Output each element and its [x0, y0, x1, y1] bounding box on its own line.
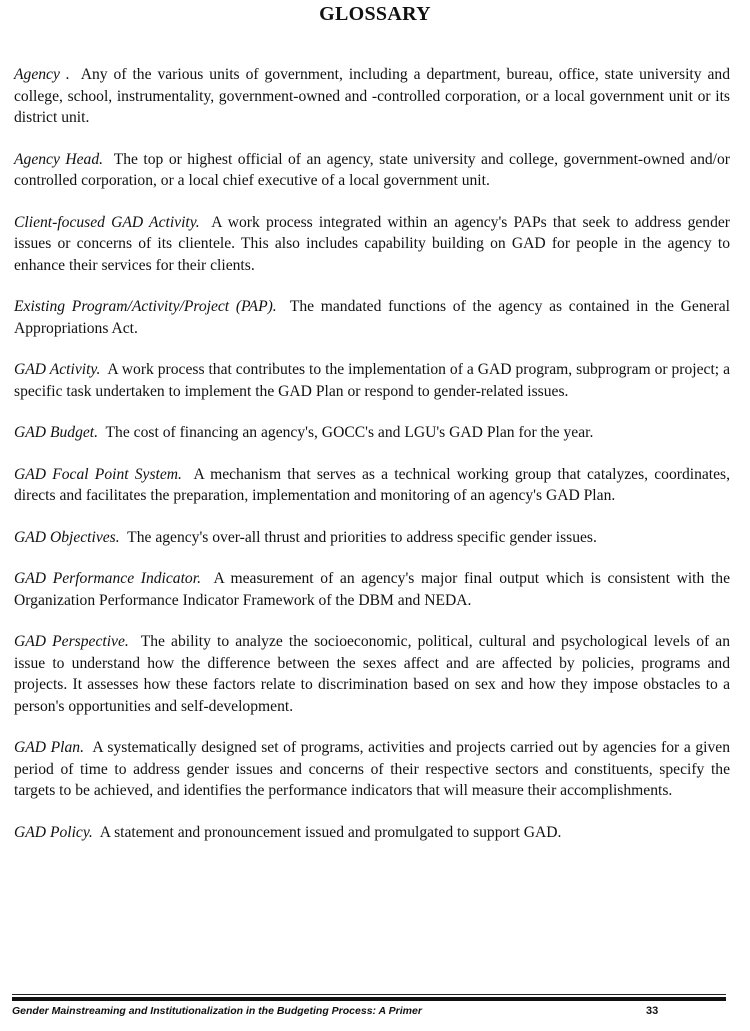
glossary-term: Agency Head. — [14, 150, 104, 168]
glossary-entry — [14, 527, 730, 549]
footer-title: Gender Mainstreaming and Institutionalization in the Budgeting Process: A Primer — [12, 1005, 422, 1017]
glossary-term: Agency . — [14, 66, 70, 83]
glossary-definition: The ability to analyze the socioeconomic, political, cultural and psychological levels of an issue to understand how the difference between the sexes affect and are affected by policies, programs and projects. It assesses how these factors relate to discrimination based on sex and how they impose obstacles to a person's opportunities and self-development. — [14, 633, 731, 715]
glossary-definition: A systematically designed set of programs, activities and projects carried out by agencies for a given period of time to address gender issues and concerns of their respective sectors and constituents, specify the targets to be achieved, and identifies the performance indicators that will measure their accomplishments. — [14, 739, 731, 799]
glossary-definition: A measurement of an agency's major final output which is consistent with the Organization Performance Indicator Framework of the DBM and NEDA. — [14, 570, 731, 609]
glossary-list — [14, 64, 730, 843]
page-title: GLOSSARY — [319, 3, 431, 25]
glossary-entry — [14, 64, 730, 129]
glossary-term: Existing Program/Activity/Project (PAP). — [14, 298, 277, 315]
glossary-definition: The agency's over-all thrust and priorities to address specific gender issues. — [127, 528, 597, 546]
glossary-definition: The cost of financing an agency's, GOCC's and LGU's GAD Plan for the year. — [105, 424, 594, 441]
glossary-term: GAD Focal Point System. — [14, 465, 182, 483]
glossary-entry — [14, 212, 730, 277]
glossary-entry — [14, 359, 730, 402]
glossary-entry — [14, 631, 730, 717]
page-number: 33 — [646, 1005, 659, 1017]
glossary-term: GAD Budget. — [14, 424, 99, 441]
glossary-term: GAD Plan. — [14, 739, 85, 756]
glossary-entry — [14, 422, 730, 444]
glossary-entry — [14, 296, 730, 339]
glossary-entry — [14, 822, 730, 844]
glossary-definition: A work process integrated within an agency's PAPs that seek to address gender issues or concerns of its clientele. This also includes capability building on GAD for people in the agency to enhance their services for their clients. — [14, 213, 730, 274]
glossary-definition: A mechanism that serves as a technical working group that catalyzes, coordinates, directs and facilitates the preparation, implementation and monitoring of an agency's GAD Plan. — [14, 465, 731, 504]
glossary-entry — [14, 737, 730, 802]
glossary-entry — [14, 149, 730, 192]
glossary-definition: A work process that contributes to the implementation of a GAD program, subprogram or project; a specific task undertaken to implement the GAD Plan or respond to gender-related issues. — [14, 361, 730, 400]
glossary-definition: A statement and pronouncement issued and promulgated to support GAD. — [99, 823, 562, 841]
glossary-term: GAD Performance Indicator. — [14, 570, 201, 587]
glossary-term: GAD Policy. — [14, 823, 93, 841]
glossary-term: GAD Perspective. — [14, 633, 129, 650]
glossary-definition: The mandated functions of the agency as contained in the General Appropriations Act. — [14, 298, 730, 337]
glossary-definition: The top or highest official of an agency, state university and college, government-owned and/or controlled corporation, or a local chief executive of a local government unit. — [14, 150, 730, 189]
footer-divider-thick — [12, 997, 726, 1001]
glossary-term: GAD Objectives. — [14, 528, 120, 546]
glossary-term: Client-focused GAD Activity. — [14, 213, 200, 231]
glossary-entry — [14, 568, 730, 611]
glossary-entry — [14, 464, 730, 507]
glossary-term: GAD Activity. — [14, 361, 101, 378]
footer-divider-thin — [12, 994, 726, 995]
glossary-definition: Any of the various units of government, including a department, bureau, office, state university and college, school, instrumentality, government-owned and -controlled corporation, or a local government unit or its district unit. — [14, 66, 730, 126]
